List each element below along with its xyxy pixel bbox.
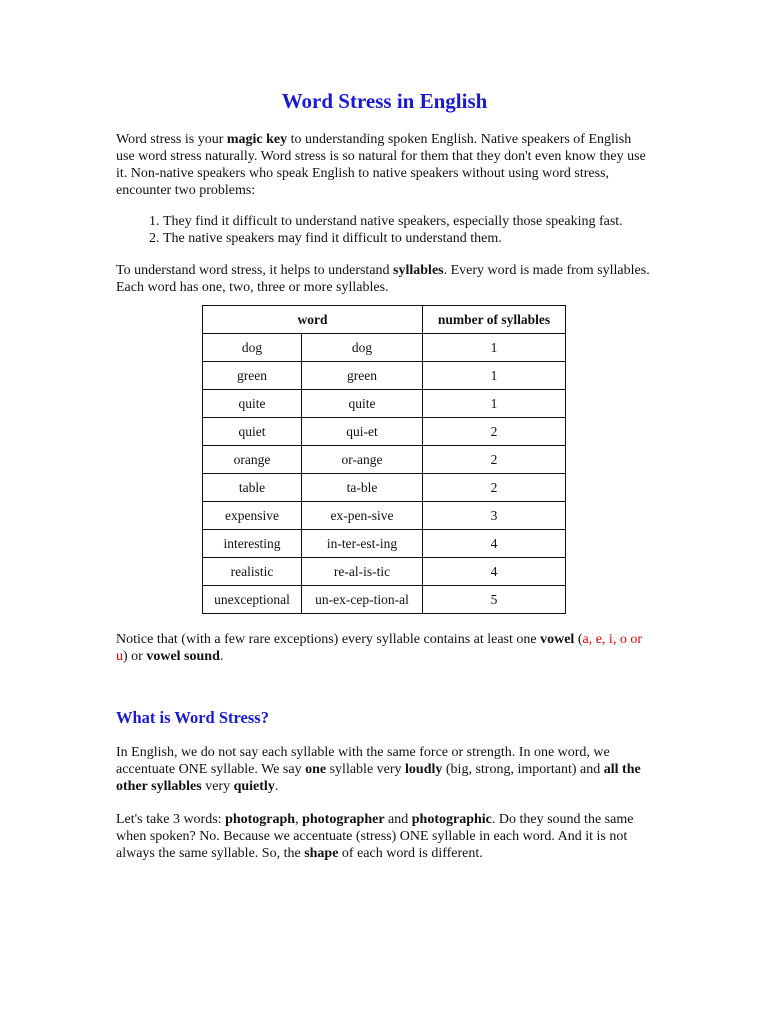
cell-split: in-ter-est-ing <box>302 530 423 558</box>
table-row <box>203 586 566 614</box>
stress-text: , <box>295 812 303 827</box>
cell-word: realistic <box>203 558 302 586</box>
syllables-paragraph <box>116 262 653 296</box>
intro-text: Word stress is your <box>116 132 227 147</box>
table-row <box>203 474 566 502</box>
syllables-table <box>202 305 566 614</box>
stress-bold: loudly <box>405 762 443 777</box>
stress-bold: photographer <box>302 812 385 827</box>
table-row <box>203 334 566 362</box>
stress-text: of each word is different. <box>338 846 483 861</box>
cell-split: ex-pen-sive <box>302 502 423 530</box>
stress-text: In English, we do not say each syllable with the same force or strength. In one word, we accentuate ONE syllable. We say <box>116 745 610 777</box>
intro-paragraph <box>116 131 653 199</box>
cell-split: ta-ble <box>302 474 423 502</box>
cell-split: qui-et <box>302 418 423 446</box>
header-word: word <box>203 306 423 334</box>
table-row <box>203 418 566 446</box>
intro-text: to understanding spoken English. Native speakers of English use word stress naturally. Word stress is so natural for them that they don't even know they use it. Non-native speakers who speak English to native speakers without using word stress, encounter two problems: <box>116 132 646 198</box>
stress-bold: photograph <box>225 812 296 827</box>
notice-bold-vowel-sound: vowel sound <box>146 649 220 664</box>
notice-text: . <box>219 649 224 664</box>
cell-word: orange <box>203 446 302 474</box>
stress-text: and <box>384 812 412 827</box>
cell-word: quite <box>203 390 302 418</box>
cell-word: dog <box>203 334 302 362</box>
cell-split: quite <box>302 390 423 418</box>
stress-bold: one <box>305 762 327 777</box>
cell-count: 5 <box>423 586 566 614</box>
cell-word: expensive <box>203 502 302 530</box>
table-row <box>203 446 566 474</box>
table-row <box>203 558 566 586</box>
cell-count: 2 <box>423 474 566 502</box>
table-row <box>203 530 566 558</box>
section-title: What is Word Stress? <box>116 708 269 727</box>
stress-paragraph-2 <box>116 811 653 862</box>
stress-bold: all the other syllables <box>116 762 641 794</box>
cell-word: table <box>203 474 302 502</box>
cell-word: unexceptional <box>203 586 302 614</box>
notice-text: ( <box>574 632 583 647</box>
table-row <box>203 390 566 418</box>
cell-count: 1 <box>423 334 566 362</box>
cell-split: or-ange <box>302 446 423 474</box>
header-number-of-syllables: number of syllables <box>423 306 566 334</box>
table-row <box>203 362 566 390</box>
cell-word: green <box>203 362 302 390</box>
cell-count: 2 <box>423 446 566 474</box>
intro-bold-magic-key: magic key <box>226 132 288 147</box>
cell-count: 4 <box>423 558 566 586</box>
cell-count: 4 <box>423 530 566 558</box>
notice-text: Notice that (with a few rare exceptions) every syllable contains at least one <box>116 632 541 647</box>
table-row <box>203 502 566 530</box>
cell-split: green <box>302 362 423 390</box>
stress-text: (big, strong, important) and <box>442 762 604 777</box>
stress-text: . Do they sound the same when spoken? No. Because we accentuate (stress) ONE syllable in each word. And it is not always the same syllable. So, the <box>116 812 634 861</box>
cell-word: quiet <box>203 418 302 446</box>
problems-list <box>116 214 653 247</box>
cell-word: interesting <box>203 530 302 558</box>
stress-text: syllable very <box>326 762 406 777</box>
stress-bold: photographic <box>411 812 492 827</box>
problem-item: 1. They find it difficult to understand native speakers, especially those speaking fast. <box>163 214 653 230</box>
notice-vowel-list: a, e, i, o or u <box>116 632 642 664</box>
cell-count: 1 <box>423 362 566 390</box>
notice-text: ) or <box>123 649 147 664</box>
cell-split: re-al-is-tic <box>302 558 423 586</box>
stress-text: . <box>274 779 279 794</box>
page-title: Word Stress in English <box>281 89 488 113</box>
vowel-notice-paragraph <box>116 631 653 665</box>
stress-bold: quietly <box>233 779 275 794</box>
stress-paragraph-1 <box>116 744 653 795</box>
table-header-row <box>203 306 566 334</box>
cell-count: 3 <box>423 502 566 530</box>
syllables-text: . Every word is made from syllables. Each word has one, two, three or more syllables. <box>116 263 650 295</box>
cell-split: dog <box>302 334 423 362</box>
syllables-text: To understand word stress, it helps to understand <box>116 263 394 278</box>
syllables-bold: syllables <box>393 263 444 278</box>
cell-split: un-ex-cep-tion-al <box>302 586 423 614</box>
cell-count: 1 <box>423 390 566 418</box>
notice-bold-vowel: vowel <box>540 632 575 647</box>
problem-item: 2. The native speakers may find it difficult to understand them. <box>163 231 653 247</box>
cell-count: 2 <box>423 418 566 446</box>
stress-text: very <box>201 779 234 794</box>
stress-text: Let's take 3 words: <box>116 812 226 827</box>
stress-bold: shape <box>304 846 339 861</box>
